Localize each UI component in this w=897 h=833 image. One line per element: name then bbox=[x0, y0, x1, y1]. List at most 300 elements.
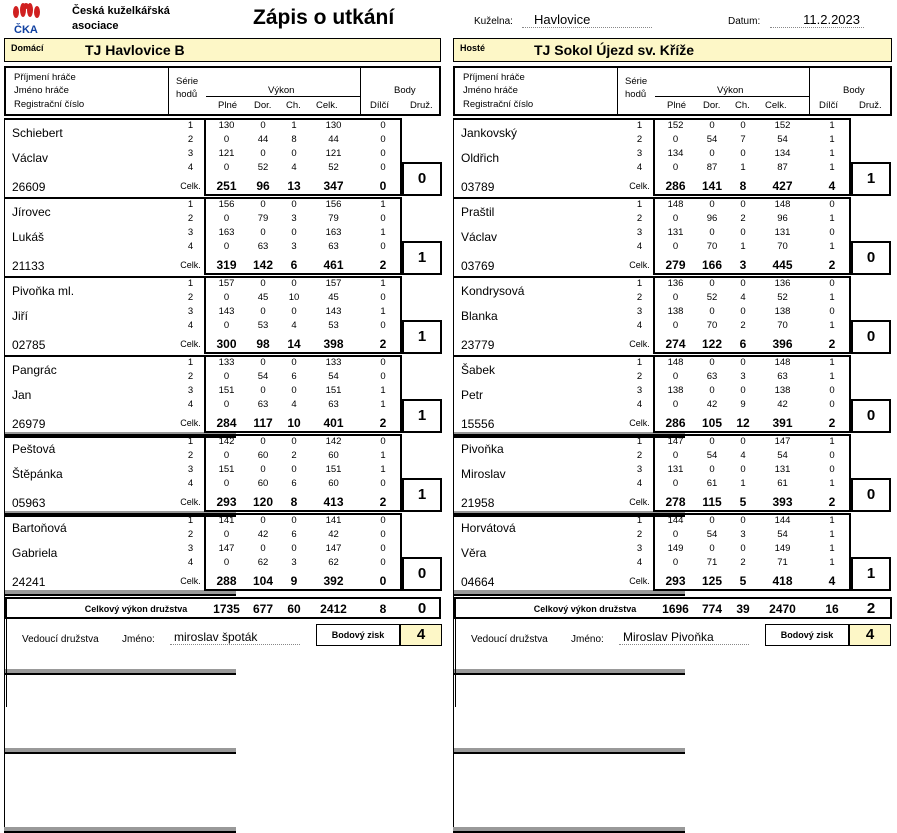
home-series-ser: 4 bbox=[187, 241, 194, 252]
guest-series-celk: 61 bbox=[777, 478, 788, 489]
guest-series-ch: 4 bbox=[740, 292, 746, 303]
home-player-surname: Schiebert bbox=[12, 126, 63, 140]
home-series-row bbox=[4, 278, 444, 292]
guest-series-dor: 71 bbox=[706, 557, 718, 568]
home-header-divider bbox=[168, 68, 169, 114]
home-series-ch: 0 bbox=[291, 306, 297, 317]
guest-series-dor: 0 bbox=[709, 199, 715, 210]
home-series-dil: 0 bbox=[380, 241, 386, 252]
guest-druz-header: Druž. bbox=[859, 100, 882, 111]
home-player-firstname: Lukáš bbox=[12, 230, 45, 244]
guest-total-line bbox=[453, 673, 685, 675]
guest-series-dil: 1 bbox=[829, 357, 835, 368]
home-series-dor: 44 bbox=[257, 134, 269, 145]
guest-total-dor: 122 bbox=[701, 337, 723, 351]
guest-series-dil: 1 bbox=[829, 134, 835, 145]
guest-sum-divider bbox=[455, 635, 456, 653]
guest-series-full: 144 bbox=[667, 515, 684, 526]
home-full-header: Plné bbox=[218, 100, 238, 111]
guest-total-row bbox=[453, 179, 893, 193]
home-series-full: 0 bbox=[223, 134, 230, 145]
guest-series-header-2: hodů bbox=[625, 89, 647, 100]
guest-player-block bbox=[453, 355, 893, 433]
home-series-dor: 42 bbox=[257, 529, 269, 540]
home-series-ser: 1 bbox=[187, 357, 194, 368]
home-captain-name[interactable]: miroslav špoták bbox=[170, 630, 300, 645]
home-series-dil: 0 bbox=[380, 371, 386, 382]
guest-series-full: 0 bbox=[672, 478, 679, 489]
guest-total-full: 293 bbox=[665, 574, 686, 588]
guest-series-ser: 3 bbox=[636, 543, 643, 554]
home-player-firstname: Jiří bbox=[12, 309, 28, 323]
guest-series-dor: 0 bbox=[709, 464, 715, 475]
home-total-dor: 117 bbox=[253, 416, 273, 430]
home-series-dor: 63 bbox=[257, 399, 269, 410]
home-series-row bbox=[4, 557, 444, 571]
home-total-label: Celkový výkon družstva bbox=[84, 604, 188, 614]
home-series-ch: 3 bbox=[291, 213, 297, 224]
home-player-firstname: Jan bbox=[12, 388, 32, 402]
guest-series-dil: 1 bbox=[829, 148, 835, 159]
home-name-header-1: Příjmení hráče bbox=[14, 72, 76, 83]
home-series-ch: 4 bbox=[291, 320, 297, 331]
home-column-header bbox=[4, 66, 441, 116]
home-sum-divider bbox=[6, 635, 7, 653]
home-sum-divider bbox=[6, 671, 7, 689]
home-series-full: 0 bbox=[223, 213, 230, 224]
guest-series-dil: 1 bbox=[829, 436, 835, 447]
home-series-ser: 3 bbox=[187, 464, 194, 475]
home-total-celk: 347 bbox=[323, 179, 344, 193]
home-series-ch: 6 bbox=[291, 371, 297, 382]
guest-series-ch: 4 bbox=[740, 450, 746, 461]
home-druz-header: Druž. bbox=[410, 100, 433, 111]
guest-celk-label: Celk. bbox=[629, 418, 650, 428]
guest-series-full: 148 bbox=[667, 199, 684, 210]
guest-total-ch: 6 bbox=[739, 337, 747, 351]
home-series-ser: 4 bbox=[187, 399, 194, 410]
home-series-row bbox=[4, 199, 444, 213]
guest-series-full: 0 bbox=[672, 292, 679, 303]
home-ch-header: Ch. bbox=[286, 100, 301, 111]
guest-series-row bbox=[453, 227, 893, 241]
guest-header-divider bbox=[655, 96, 809, 97]
guest-total-celk: 396 bbox=[772, 337, 793, 351]
guest-series-celk: 147 bbox=[774, 436, 791, 447]
guest-series-ch: 0 bbox=[740, 148, 746, 159]
home-total-dor: 98 bbox=[256, 337, 270, 351]
guest-total-row bbox=[453, 495, 893, 509]
home-total-full: 251 bbox=[216, 179, 237, 193]
guest-series-ser: 2 bbox=[636, 371, 643, 382]
guest-celk-header: Celk. bbox=[765, 100, 787, 111]
home-series-ser: 2 bbox=[187, 529, 194, 540]
guest-player-surname: Kondrysová bbox=[461, 284, 525, 298]
guest-player-reg: 21958 bbox=[461, 496, 495, 510]
home-total-ch: 13 bbox=[287, 179, 301, 193]
guest-series-dor: 0 bbox=[709, 306, 715, 317]
guest-celk-label: Celk. bbox=[629, 339, 650, 349]
home-total-full: 284 bbox=[216, 416, 237, 430]
home-series-ser: 4 bbox=[187, 557, 194, 568]
guest-player-firstname: Václav bbox=[461, 230, 498, 244]
guest-series-celk: 54 bbox=[777, 134, 788, 145]
home-series-ch: 6 bbox=[291, 529, 297, 540]
guest-series-celk: 71 bbox=[777, 557, 788, 568]
home-name-header-3: Registrační číslo bbox=[14, 99, 85, 110]
home-total-celk: 413 bbox=[323, 495, 344, 509]
home-player-points: 0 bbox=[402, 162, 442, 196]
home-series-dil: 0 bbox=[380, 134, 386, 145]
home-col-line bbox=[4, 671, 5, 749]
guest-series-row bbox=[453, 543, 893, 557]
guest-series-row bbox=[453, 464, 893, 478]
home-series-celk: 163 bbox=[325, 227, 342, 238]
guest-name-header-1: Příjmení hráče bbox=[463, 72, 525, 83]
home-player-surname: Peštová bbox=[12, 442, 56, 456]
home-series-ser: 2 bbox=[187, 213, 194, 224]
home-series-full: 0 bbox=[223, 241, 230, 252]
home-series-row bbox=[4, 450, 444, 464]
guest-series-dor: 0 bbox=[709, 436, 715, 447]
logo-text: ČKA bbox=[14, 24, 38, 36]
guest-player-reg: 15556 bbox=[461, 417, 495, 431]
home-series-ser: 2 bbox=[187, 450, 194, 461]
home-total-ch: 10 bbox=[287, 416, 301, 430]
home-series-dor: 54 bbox=[257, 371, 269, 382]
guest-series-ser: 4 bbox=[636, 399, 643, 410]
guest-series-dor: 0 bbox=[709, 357, 715, 368]
home-zisk-label: Bodový zisk bbox=[331, 630, 385, 640]
home-captain-label: Vedoucí družstva bbox=[22, 634, 99, 645]
home-team-bar bbox=[4, 38, 441, 62]
home-series-full: 133 bbox=[218, 357, 235, 368]
home-series-full: 143 bbox=[218, 306, 235, 317]
home-series-full: 0 bbox=[223, 320, 230, 331]
home-player-block bbox=[4, 276, 444, 354]
home-team-total-celk: 2412 bbox=[320, 602, 347, 616]
guest-total-dor: 166 bbox=[701, 258, 723, 272]
guest-series-dor: 0 bbox=[709, 515, 715, 526]
home-series-dor: 60 bbox=[257, 478, 269, 489]
guest-player-firstname: Petr bbox=[461, 388, 484, 402]
home-series-dil: 0 bbox=[380, 148, 386, 159]
home-player-points: 1 bbox=[402, 320, 442, 354]
guest-player-reg: 03769 bbox=[461, 259, 495, 273]
guest-series-full: 0 bbox=[672, 529, 679, 540]
home-player-reg: 26609 bbox=[12, 180, 46, 194]
guest-series-full: 149 bbox=[667, 543, 684, 554]
home-series-dor: 53 bbox=[257, 320, 269, 331]
guest-series-row bbox=[453, 357, 893, 371]
home-total-celk: 401 bbox=[323, 416, 344, 430]
guest-total-dil: 2 bbox=[828, 258, 836, 272]
home-series-dil: 1 bbox=[380, 385, 386, 396]
page-title: Zápis o utkání bbox=[253, 6, 395, 29]
guest-series-dil: 0 bbox=[829, 385, 835, 396]
home-series-dil: 0 bbox=[380, 213, 386, 224]
guest-player-points: 0 bbox=[851, 399, 891, 433]
home-series-celk: 130 bbox=[325, 120, 342, 131]
guest-sum-divider bbox=[455, 689, 456, 707]
guest-series-dor: 42 bbox=[706, 399, 718, 410]
guest-series-full: 0 bbox=[672, 213, 679, 224]
guest-performance-header: Výkon bbox=[717, 85, 744, 96]
home-zisk-value: 4 bbox=[400, 624, 442, 646]
home-player-reg: 02785 bbox=[12, 338, 46, 352]
home-player-firstname: Gabriela bbox=[12, 546, 58, 560]
guest-series-full: 131 bbox=[667, 464, 684, 475]
guest-total-dor: 125 bbox=[701, 574, 723, 588]
home-sum-divider bbox=[6, 653, 7, 671]
guest-zisk-label: Bodový zisk bbox=[780, 630, 834, 640]
home-total-full: 319 bbox=[216, 258, 237, 272]
home-total-ch: 9 bbox=[290, 574, 298, 588]
home-series-ch: 4 bbox=[291, 162, 297, 173]
guest-zisk-box bbox=[765, 624, 849, 646]
home-total-dil: 2 bbox=[379, 495, 387, 509]
guest-team-total-dor: 774 bbox=[701, 602, 723, 616]
guest-total-full: 286 bbox=[665, 416, 686, 430]
home-player-firstname: Štěpánka bbox=[12, 467, 63, 481]
home-series-ch: 3 bbox=[291, 241, 297, 252]
guest-series-dil: 1 bbox=[829, 557, 835, 568]
home-series-celk: 157 bbox=[325, 278, 342, 289]
home-series-dil: 0 bbox=[380, 120, 386, 131]
guest-series-dil: 1 bbox=[829, 320, 835, 331]
guest-series-celk: 54 bbox=[777, 529, 788, 540]
guest-series-celk: 87 bbox=[777, 162, 788, 173]
guest-series-dor: 54 bbox=[706, 134, 718, 145]
home-series-ser: 2 bbox=[187, 292, 194, 303]
home-celk-label: Celk. bbox=[180, 339, 201, 349]
guest-series-ser: 1 bbox=[636, 436, 643, 447]
home-series-row bbox=[4, 385, 444, 399]
home-total-row bbox=[4, 495, 444, 509]
guest-series-ser: 1 bbox=[636, 515, 643, 526]
home-series-dil: 0 bbox=[380, 162, 386, 173]
guest-series-dil: 0 bbox=[829, 278, 835, 289]
home-player-block bbox=[4, 355, 444, 433]
home-series-full: 151 bbox=[218, 385, 235, 396]
guest-series-dor: 54 bbox=[706, 450, 718, 461]
venue-field[interactable]: Havlovice bbox=[522, 12, 652, 28]
guest-total-celk: 427 bbox=[772, 179, 793, 193]
home-series-ser: 4 bbox=[187, 162, 194, 173]
guest-series-dor: 52 bbox=[706, 292, 718, 303]
home-series-dor: 45 bbox=[257, 292, 269, 303]
guest-total-line bbox=[453, 594, 685, 596]
guest-series-dor: 96 bbox=[706, 213, 718, 224]
home-total-ch: 6 bbox=[290, 258, 298, 272]
home-total-dor: 142 bbox=[252, 258, 274, 272]
guest-team-total-dilci: 16 bbox=[825, 602, 839, 616]
guest-series-dil: 1 bbox=[829, 241, 835, 252]
guest-series-row bbox=[453, 278, 893, 292]
home-player-block bbox=[4, 197, 444, 275]
guest-series-row bbox=[453, 199, 893, 213]
guest-header-divider bbox=[809, 68, 810, 114]
guest-series-celk: 138 bbox=[774, 385, 791, 396]
home-team-total-dilci: 8 bbox=[379, 602, 387, 616]
home-series-celk: 60 bbox=[328, 478, 339, 489]
guest-series-ch: 0 bbox=[740, 543, 746, 554]
guest-series-row bbox=[453, 148, 893, 162]
home-series-dil: 0 bbox=[380, 320, 386, 331]
home-series-row bbox=[4, 543, 444, 557]
home-series-celk: 60 bbox=[328, 450, 339, 461]
guest-series-ch: 3 bbox=[740, 529, 746, 540]
home-series-full: 0 bbox=[223, 529, 230, 540]
home-series-ch: 0 bbox=[291, 199, 297, 210]
home-series-dil: 0 bbox=[380, 529, 386, 540]
home-series-full: 0 bbox=[223, 292, 230, 303]
home-series-ch: 3 bbox=[291, 557, 297, 568]
guest-total-dor: 115 bbox=[702, 495, 722, 509]
guest-series-dor: 87 bbox=[706, 162, 718, 173]
guest-col-line bbox=[453, 671, 454, 749]
guest-series-dil: 1 bbox=[829, 292, 835, 303]
home-team-total-row bbox=[4, 597, 441, 619]
guest-player-points: 0 bbox=[851, 241, 891, 275]
guest-player-firstname: Věra bbox=[461, 546, 487, 560]
guest-column-header bbox=[453, 66, 892, 116]
home-total-full: 293 bbox=[216, 495, 237, 509]
guest-series-dor: 63 bbox=[706, 371, 718, 382]
guest-series-ser: 4 bbox=[636, 478, 643, 489]
guest-team-total-druz: 2 bbox=[866, 600, 876, 617]
home-series-full: 151 bbox=[218, 464, 235, 475]
guest-player-block bbox=[453, 276, 893, 354]
guest-dilci-header: Dílčí bbox=[819, 100, 838, 111]
home-series-dil: 0 bbox=[380, 478, 386, 489]
home-team-name: TJ Havlovice B bbox=[85, 42, 185, 58]
home-series-celk: 133 bbox=[325, 357, 342, 368]
home-total-dil: 2 bbox=[379, 337, 387, 351]
home-series-dil: 0 bbox=[380, 557, 386, 568]
home-player-points: 1 bbox=[402, 478, 442, 512]
guest-series-ch: 0 bbox=[740, 385, 746, 396]
home-total-row bbox=[4, 258, 444, 272]
guest-series-header-1: Série bbox=[625, 76, 648, 87]
guest-total-dor: 141 bbox=[701, 179, 723, 193]
home-series-celk: 156 bbox=[325, 199, 342, 210]
guest-series-row bbox=[453, 385, 893, 399]
home-captain-name-label: Jméno: bbox=[122, 634, 155, 645]
home-series-dor: 0 bbox=[260, 543, 266, 554]
guest-celk-label: Celk. bbox=[629, 181, 650, 191]
home-series-celk: 141 bbox=[325, 515, 342, 526]
guest-total-full: 286 bbox=[665, 179, 686, 193]
guest-series-full: 0 bbox=[672, 399, 679, 410]
guest-series-full: 0 bbox=[672, 557, 679, 568]
guest-series-dil: 1 bbox=[829, 478, 835, 489]
guest-series-row bbox=[453, 371, 893, 385]
guest-total-ch: 12 bbox=[736, 416, 750, 430]
home-series-full: 0 bbox=[223, 162, 230, 173]
guest-series-ch: 3 bbox=[740, 371, 746, 382]
home-series-ch: 0 bbox=[291, 148, 297, 159]
guest-series-ch: 0 bbox=[740, 357, 746, 368]
home-series-celk: 151 bbox=[325, 385, 342, 396]
guest-series-celk: 134 bbox=[774, 148, 791, 159]
guest-player-firstname: Blanka bbox=[461, 309, 498, 323]
guest-series-row bbox=[453, 162, 893, 176]
home-total-ch: 14 bbox=[287, 337, 301, 351]
guest-series-ser: 2 bbox=[636, 213, 643, 224]
guest-series-row bbox=[453, 320, 893, 334]
home-series-full: 163 bbox=[218, 227, 235, 238]
home-series-celk: 44 bbox=[328, 134, 339, 145]
home-celk-label: Celk. bbox=[180, 181, 201, 191]
guest-series-ch: 2 bbox=[740, 557, 746, 568]
home-series-dil: 1 bbox=[380, 278, 386, 289]
guest-total-row bbox=[453, 258, 893, 272]
guest-team-total-ch: 39 bbox=[736, 602, 750, 616]
org-line2: asociace bbox=[72, 20, 119, 32]
guest-series-ch: 2 bbox=[740, 213, 746, 224]
guest-series-ch: 1 bbox=[740, 478, 746, 489]
home-series-row bbox=[4, 529, 444, 543]
guest-total-dil: 2 bbox=[828, 337, 836, 351]
home-series-row bbox=[4, 464, 444, 478]
guest-series-ch: 0 bbox=[740, 199, 746, 210]
guest-series-ser: 1 bbox=[636, 120, 643, 131]
home-player-block bbox=[4, 513, 444, 591]
guest-player-block bbox=[453, 197, 893, 275]
guest-series-ser: 3 bbox=[636, 306, 643, 317]
home-series-dil: 0 bbox=[380, 515, 386, 526]
guest-total-celk: 391 bbox=[772, 416, 793, 430]
guest-series-ser: 1 bbox=[636, 357, 643, 368]
guest-team-total-row bbox=[453, 597, 892, 619]
guest-series-dor: 0 bbox=[709, 227, 715, 238]
guest-series-full: 0 bbox=[672, 371, 679, 382]
home-series-full: 0 bbox=[223, 450, 230, 461]
guest-series-row bbox=[453, 241, 893, 255]
home-player-points: 1 bbox=[402, 399, 442, 433]
date-field[interactable]: 11.2.2023 bbox=[770, 12, 864, 28]
home-total-row bbox=[4, 574, 444, 588]
guest-series-ch: 9 bbox=[740, 399, 746, 410]
guest-captain-name[interactable]: Miroslav Pivoňka bbox=[619, 630, 749, 645]
guest-player-surname: Jankovský bbox=[461, 126, 518, 140]
home-series-dor: 0 bbox=[260, 120, 266, 131]
home-series-dil: 1 bbox=[380, 306, 386, 317]
home-celk-label: Celk. bbox=[180, 418, 201, 428]
home-series-celk: 142 bbox=[325, 436, 342, 447]
guest-player-firstname: Oldřich bbox=[461, 151, 500, 165]
guest-series-row bbox=[453, 134, 893, 148]
guest-series-dor: 0 bbox=[709, 148, 715, 159]
home-series-row bbox=[4, 120, 444, 134]
home-total-dor: 120 bbox=[252, 495, 274, 509]
guest-dor-header: Dor. bbox=[703, 100, 721, 111]
guest-sum-divider bbox=[455, 653, 456, 671]
guest-col-line bbox=[453, 749, 454, 827]
home-series-row bbox=[4, 478, 444, 492]
venue-label: Kuželna: bbox=[474, 16, 513, 27]
guest-series-full: 0 bbox=[672, 134, 679, 145]
guest-series-row bbox=[453, 436, 893, 450]
guest-series-celk: 52 bbox=[777, 292, 788, 303]
home-series-full: 121 bbox=[218, 148, 235, 159]
home-body-header: Body bbox=[394, 85, 416, 96]
home-series-dil: 1 bbox=[380, 464, 386, 475]
home-team-total-ch: 60 bbox=[287, 602, 301, 616]
guest-series-celk: 131 bbox=[774, 227, 791, 238]
guest-series-ch: 0 bbox=[740, 436, 746, 447]
